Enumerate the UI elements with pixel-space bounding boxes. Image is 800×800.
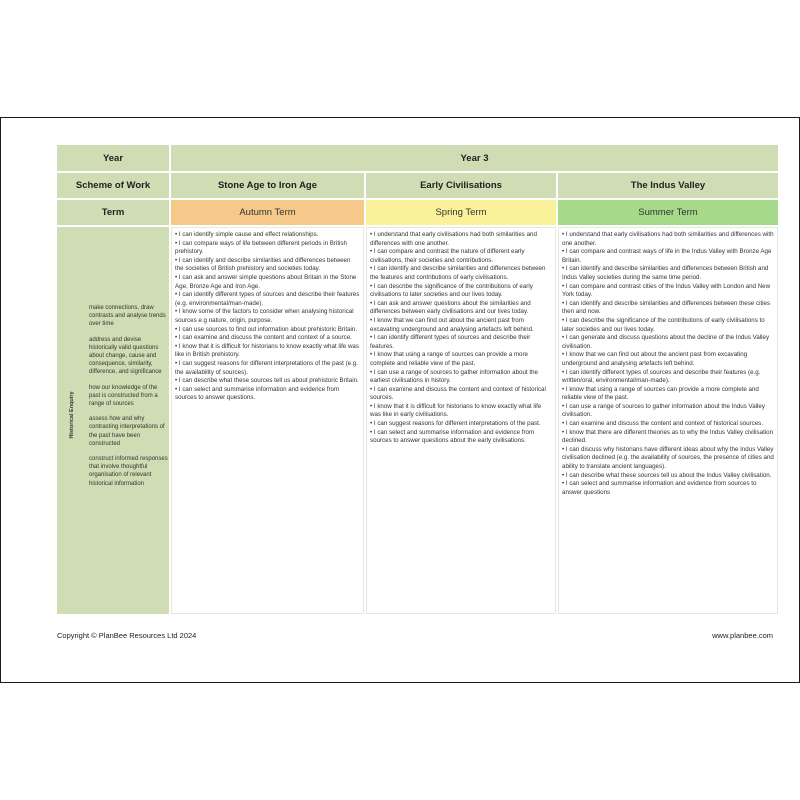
objective-item: • I can ask and answer questions about the similarities and differences between early civilisations and our lives today. — [370, 299, 531, 316]
website-link[interactable]: www.planbee.com — [712, 631, 773, 640]
term-label: Term — [57, 200, 169, 225]
side-heading: Historical Enquiry — [69, 391, 75, 439]
curriculum-table — [57, 145, 775, 615]
objective-item: • I can compare and contrast the nature of different early civilisations, their societies and contributions. — [370, 248, 525, 264]
objective-item: • I know that there are different theories as to why the Indus Valley civilisation declined. — [562, 428, 774, 445]
objective-item: • I can use a range of sources to gather information about the earliest civilisations in history. — [370, 368, 538, 385]
document-page — [0, 117, 800, 683]
objective-item: • I know that we can find out about the ancient past from excavating underground and analysing artefacts left behind. — [370, 316, 534, 333]
objective-item: • I can identify simple cause and effect relationships. — [175, 231, 319, 238]
objective-item: • I can use sources to find out information about prehistoric Britain. — [175, 325, 358, 333]
objective-item: • I can identify different types of sources and describe their features (e.g. environmental/man-made). — [175, 291, 360, 307]
historical-enquiry-cell — [57, 227, 169, 614]
year-value: Year 3 — [171, 145, 778, 171]
objective-item: • I can examine and discuss the content and context of historical sources. — [562, 420, 763, 428]
objective-item: • I know some of the factors to consider when analysing historical sources e.g nature, origin, purpose. — [175, 308, 354, 324]
objective-item: • I can discuss why historians have different ideas about why the Indus Valley civilisation declined (e.g. the availability of sources, the presence of cities and ability to translate ancient languages). — [562, 445, 774, 471]
objective-item: • I can identify and describe similarities and differences between the societies of British prehistory and societies today. — [175, 256, 351, 273]
objective-item: • I can suggest reasons for different interpretations of the past. — [370, 420, 541, 428]
term-spring: Spring Term — [366, 200, 556, 225]
unit-title-spring: Early Civilisations — [366, 173, 556, 198]
objective-item: • I can suggest reasons for different interpretations of the past (e.g. the availability of sources). — [175, 359, 358, 376]
objective-item: • I can select and summarise information and evidence from sources to answer questions about the early civilisations. — [370, 428, 535, 445]
objective-item: • I can compare and contrast cities of the Indus Valley with London and New York today. — [562, 282, 771, 299]
objective-item: • I know that it is difficult for historians to know exactly what life was like in early civilisations. — [370, 402, 542, 419]
objective-item: • I can describe what these sources tell us about the Indus Valley civilisation. — [562, 471, 772, 479]
skill-item: make connections, draw contrasts and analyse trends over time — [89, 305, 166, 328]
skills-list — [89, 304, 169, 495]
objective-item: • I can identify and describe similarities and differences between these cities then and now. — [562, 299, 771, 316]
objective-item: • I know that it is difficult for historians to know exactly what life was like in British prehistory. — [175, 342, 359, 359]
objective-item: • I know that using a range of sources can provide a more complete and reliable view of the past. — [562, 385, 759, 402]
summer-objectives — [558, 227, 778, 614]
objective-item: • I can identify different types of sources and describe their features (e.g. written/oral, environmental/man-made). — [562, 368, 761, 385]
objective-item: • I can select and summarise information and evidence from sources to answer questions. — [175, 385, 340, 402]
objective-item: • I can describe what these sources tell us about prehistoric Britain. — [175, 377, 359, 385]
term-summer: Summer Term — [558, 200, 778, 225]
objective-item: • I can describe the significance of the contributions of early civilisations to later societies and our lives today. — [562, 316, 765, 333]
objective-item: • I know that we can find out about the ancient past from excavating underground and analysing artefacts left behind. — [562, 351, 748, 367]
unit-title-autumn: Stone Age to Iron Age — [171, 173, 364, 198]
objective-item: • I can identify and describe similarities and differences between British and Indus Valley societies during the same time period. — [562, 265, 769, 281]
skill-item: how our knowledge of the past is constructed from a range of sources — [89, 384, 158, 408]
skill-item: address and devise historically valid questions about change, cause and consequence, similarity, difference, and significance — [89, 336, 162, 376]
skill-item: construct informed responses that involve thoughtful organisation of relevant historical information — [89, 456, 168, 487]
objective-item: • I can generate and discuss questions about the decline of the Indus Valley civilisation. — [562, 334, 770, 350]
objective-item: • I can compare ways of life between different periods in British prehistory. — [175, 239, 347, 256]
objective-item: • I can use a range of sources to gather information about the Indus Valley civilisation. — [562, 402, 765, 419]
objective-item: • I understand that early civilisations had both similarities and differences with one another. — [370, 231, 537, 247]
objective-item: • I can examine and discuss the content and context of historical sources. — [370, 385, 546, 402]
objective-item: • I can select and summarise information and evidence from sources to answer questions — [562, 480, 757, 496]
objective-item: • I can describe the significance of the contributions of early civilisations to later societies and our lives today. — [370, 282, 533, 299]
objective-item: • I understand that early civilisations had both similarities and differences with one another. — [562, 231, 774, 247]
copyright-text: Copyright © PlanBee Resources Ltd 2024 — [57, 631, 197, 640]
spring-objectives — [366, 227, 556, 614]
objective-item: • I can ask and answer simple questions about Britain in the Stone Age, Bronze Age and Iron Age. — [175, 273, 357, 290]
objective-item: • I know that using a range of sources can provide a more complete and reliable view of the past. — [370, 351, 528, 367]
objective-item: • I can compare and contrast ways of life in the Indus Valley with Bronze Age Britain. — [562, 248, 772, 264]
unit-title-summer: The Indus Valley — [558, 173, 778, 198]
skill-item: assess how and why contrasting interpretations of the past have been constructed — [89, 416, 165, 447]
objective-item: • I can identify different types of sources and describe their features. — [370, 334, 531, 350]
scheme-label: Scheme of Work — [57, 173, 169, 198]
autumn-objectives — [171, 227, 364, 614]
term-autumn: Autumn Term — [171, 200, 364, 225]
objective-item: • I can identify and describe similarities and differences between the features and contributions of early civilisations. — [370, 265, 546, 281]
year-label: Year — [57, 145, 169, 171]
objective-item: • I can examine and discuss the content and context of a source. — [175, 334, 352, 342]
